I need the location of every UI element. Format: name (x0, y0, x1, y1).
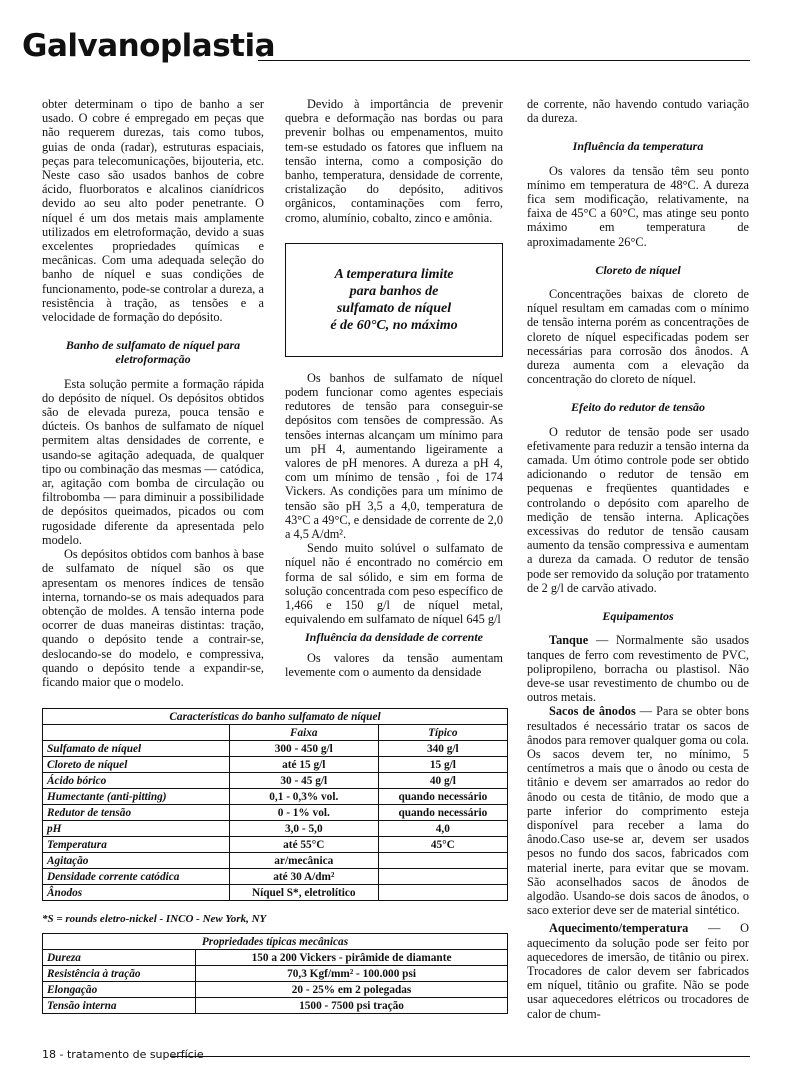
paragraph: Os valores da tensão têm seu ponto mínimo em temperatura de 48°C. A dureza fica sem modificação, relativamente, na faixa de 45°C a 60°C, mas atinge seu ponto máximo em temperatura de aproximadamente 26°C. (527, 163, 749, 249)
subheading: Influência da temperatura (572, 139, 704, 154)
table-cell: ar/mecânica (229, 853, 378, 869)
table-cell: 0,1 - 0,3% vol. (229, 789, 378, 805)
table-row (43, 950, 508, 966)
table-cell: 150 a 200 Vickers - pirâmide de diamante (196, 950, 508, 966)
table-row (43, 885, 508, 901)
table-cell: Ânodos (43, 885, 230, 901)
paragraph: de corrente, não havendo contudo variação da dureza. (527, 97, 749, 126)
table-cell: Temperatura (43, 837, 230, 853)
table-cell: pH (43, 821, 230, 837)
table-footnote: *S = rounds eletro-nickel - INCO - New York, NY (42, 913, 267, 925)
table-cell: 300 - 450 g/l (229, 741, 378, 757)
table-cell: Humectante (anti-pitting) (43, 789, 230, 805)
table-cell: Resistência à tração (43, 966, 196, 982)
table-cell: 3,0 - 5,0 (229, 821, 378, 837)
table-header: Típico (378, 725, 507, 741)
paragraph-text: — O aquecimento da solução pode ser feito por aquecedores de imersão, de titânio ou pirex. Trocadores de calor devem ser fabricados em níquel, titânio ou grafite. Não se pode usar aquecedores elétricos ou trocadores de calor de chum- (527, 921, 749, 1021)
subheading: Influência da densidade de corrente (305, 630, 483, 645)
table-body (43, 741, 508, 901)
paragraph: Devido à importância de prevenir quebra e deformação nas bordas ou para prevenir bolhas ou empenamentos, muito tem-se estudado os fatores que influem na tensão interna, como a composição do banho, temperatura, densidade de corrente, cristalização do depósito, aditivos orgânicos, contaminações com ferro, cromo, alumínio, cobalto, zinco e amônia. (285, 97, 503, 225)
table-row (43, 853, 508, 869)
table-cell (378, 853, 507, 869)
subheading: Efeito do redutor de tensão (571, 400, 705, 415)
callout-box (285, 243, 503, 357)
term-label: Tanque (549, 633, 589, 648)
table-cell: 30 - 45 g/l (229, 773, 378, 789)
subheading: Banho de sulfamato de níquel para eletroformação (65, 338, 241, 367)
paragraph-text: — Normalmente são usados tanques de ferro com revestimento de PVC, polipropileno, borracha ou plastisol. Não deve-se usar revestimento de chumbo ou de outros metais. (527, 633, 749, 705)
table-row (43, 821, 508, 837)
paragraph: Os banhos de sulfamato de níquel podem funcionar como agentes especiais redutores de tensão para conseguir-se depósitos com tensões de compressão. As tensões internas alcançam um mínimo para um pH 4, aumentando ligeiramente a valores de pH menores. A dureza a pH 4, com um mínimo de tensão , foi de 174 Vickers. As condições para um mínimo de tensão são pH 3,5 a 4,0, temperatura de 43°C a 49°C, e densidade de corrente de 2,0 a 4,5 A/dm². (285, 370, 503, 542)
paragraph (527, 921, 749, 1020)
table-cell: Cloreto de níquel (43, 757, 230, 773)
table-cell: quando necessário (378, 805, 507, 821)
table-cell: 4,0 (378, 821, 507, 837)
table-caption: Características do banho sulfamato de níquel (43, 709, 508, 725)
callout-line: para banhos de (349, 283, 439, 299)
table-body (43, 950, 508, 1014)
table-cell (378, 869, 507, 885)
column-2 (285, 97, 503, 679)
table-cell: quando necessário (378, 789, 507, 805)
table-cell: Níquel S*, eletrolítico (229, 885, 378, 901)
page-footer: 18 - tratamento de superfície (42, 1048, 204, 1061)
table-cell: Elongação (43, 982, 196, 998)
column-3 (527, 97, 749, 1021)
table-cell: 340 g/l (378, 741, 507, 757)
table-cell: Dureza (43, 950, 196, 966)
header-rule (258, 60, 750, 61)
table-cell: 45°C (378, 837, 507, 853)
table-cell: 20 - 25% em 2 polegadas (196, 982, 508, 998)
table-cell (378, 885, 507, 901)
table-row (43, 966, 508, 982)
paragraph: O redutor de tensão pode ser usado efetivamente para reduzir a tensão interna da camada. Um ótimo controle pode ser obtido adicionando o redutor de tensão em pequenas e freqüentes quantidades e controlando o depósito com aparelho de medição de tensão interna. Aplicações excessivas do redutor de tensão causam aumento da tensão compressiva e aumentam a dureza da camada. O redutor de tensão pode ser removido da solução por tratamento de 2 g/l de carvão ativado. (527, 424, 749, 595)
paragraph: Sendo muito solúvel o sulfamato de níquel não é encontrado no comércio em forma de sal sólido, e sim em forma de solução concentrada com peso específico de 1,466 e 150 g/l de níquel metal, equivalendo em sulfamato de níquel 645 g/l (285, 541, 503, 627)
table-row (43, 998, 508, 1014)
paragraph-text: — Para se obter bons resultados é necessário tratar os sacos de ânodos para remover qualquer goma ou cola. Os sacos devem ter, no mínimo, 5 centímetros a mais que o ânodo ou cesta de titânio e devem ser amarrados ao redor do ânodo ou cesta de titânio, de modo que a parte inferior do comprimento esteja disponível para receber a lama do ânodo.Caso use-se ar, devem ser usados pesos no fundo dos sacos, fabricados com material inerte, para evitar que se movam. São aconselhados sacos de ânodos de algodão. Usando-se dois sacos de ânodos, o saco exterior deve ser de material sintético. (527, 704, 749, 918)
page-title: Galvanoplastia (22, 28, 276, 64)
table-cell: 15 g/l (378, 757, 507, 773)
paragraph: Concentrações baixas de cloreto de níquel resultam em camadas com o mínimo de tensão interna porém as concentrações de cloreto de níquel especificadas podem ser necessárias para corrosão dos ânodos. A dureza aumenta com a elevação da concentração do cloreto de níquel. (527, 287, 749, 387)
paragraph: Esta solução permite a formação rápida do depósito de níquel. Os depósitos obtidos são de elevada pureza, pouca tensão e dúcteis. Os banhos de sulfamato de níquel permitem altas densidades de corrente, e usando-se agitação adequada, de qualquer tipo ou combinação das mesmas — catódica, ar, agitação com bomba de circulação ou filtrobomba — para diminuir a possibilidade de depósitos queimados, picados ou com rugosidade diferente da apresentada pelo modelo. (42, 376, 264, 547)
table-cell: Ácido bórico (43, 773, 230, 789)
table-cell: 40 g/l (378, 773, 507, 789)
table-row (43, 805, 508, 821)
paragraph: obter determinam o tipo de banho a ser usado. O cobre é empregado em peças que não requerem durezas, tais como tubos, guias de onda (radar), estruturas espaciais, peças para telecomunicações, bijouteria, etc. Neste caso são usados banhos de cobre ácido, fluorboratos e alcalinos cianídricos devido ao seu alto poder penetrante. O níquel é um dos metais mais amplamente utilizados em eletroformação, devido a suas excelentes propriedades químicas e mecânicas. Com uma adequada seleção do banho de níquel e suas condições de funcionamento, pode-se controlar a dureza, a resistência à tração, as tensões e a velocidade de formação do depósito. (42, 97, 264, 325)
table-row (43, 773, 508, 789)
table-cell: Densidade corrente catódica (43, 869, 230, 885)
subheading: Cloreto de níquel (595, 262, 681, 277)
table-header (43, 725, 230, 741)
paragraph: Os valores da tensão aumentam levemente com o aumento da densidade (285, 650, 503, 679)
table-row (43, 837, 508, 853)
table-cell: Agitação (43, 853, 230, 869)
table-cell: até 15 g/l (229, 757, 378, 773)
table-caption: Propriedades típicas mecânicas (43, 934, 508, 950)
table-row (43, 869, 508, 885)
table-cell: 70,3 Kgf/mm² - 100.000 psi (196, 966, 508, 982)
term-label: Sacos de ânodos (549, 704, 636, 719)
table-row (43, 789, 508, 805)
table-cell: 1500 - 7500 psi tração (196, 998, 508, 1014)
table-cell: Redutor de tensão (43, 805, 230, 821)
callout-line: A temperatura limite (334, 266, 454, 282)
table-row (43, 741, 508, 757)
bath-characteristics-table (42, 708, 508, 901)
table-row (43, 757, 508, 773)
table-cell: até 55°C (229, 837, 378, 853)
paragraph (527, 633, 749, 704)
table-row (43, 982, 508, 998)
mechanical-properties-table (42, 933, 508, 1014)
callout-line: é de 60°C, no máximo (330, 317, 458, 333)
paragraph: Os depósitos obtidos com banhos à base de sulfamato de níquel são os que apresentam os menores índices de tensão interna, tornando-se os mais adequados para obtenção de moldes. A tensão interna pode ocorrer de duas maneiras distintas: tração, quando o depósito tende a contrair-se, deslocando-se do modelo, e compressiva, quando o depósito tende a expandir-se, ficando maior que o modelo. (42, 547, 264, 689)
table-cell: 0 - 1% vol. (229, 805, 378, 821)
paragraph (527, 704, 749, 917)
term-label: Aquecimento/temperatura (549, 921, 689, 936)
footer-rule (170, 1056, 750, 1057)
table-cell: até 30 A/dm² (229, 869, 378, 885)
callout-line: sulfamato de níquel (336, 300, 452, 316)
table-cell: Tensão interna (43, 998, 196, 1014)
table-cell: Sulfamato de níquel (43, 741, 230, 757)
table-header: Faixa (229, 725, 378, 741)
subheading: Equipamentos (602, 609, 674, 624)
column-1 (42, 97, 264, 689)
